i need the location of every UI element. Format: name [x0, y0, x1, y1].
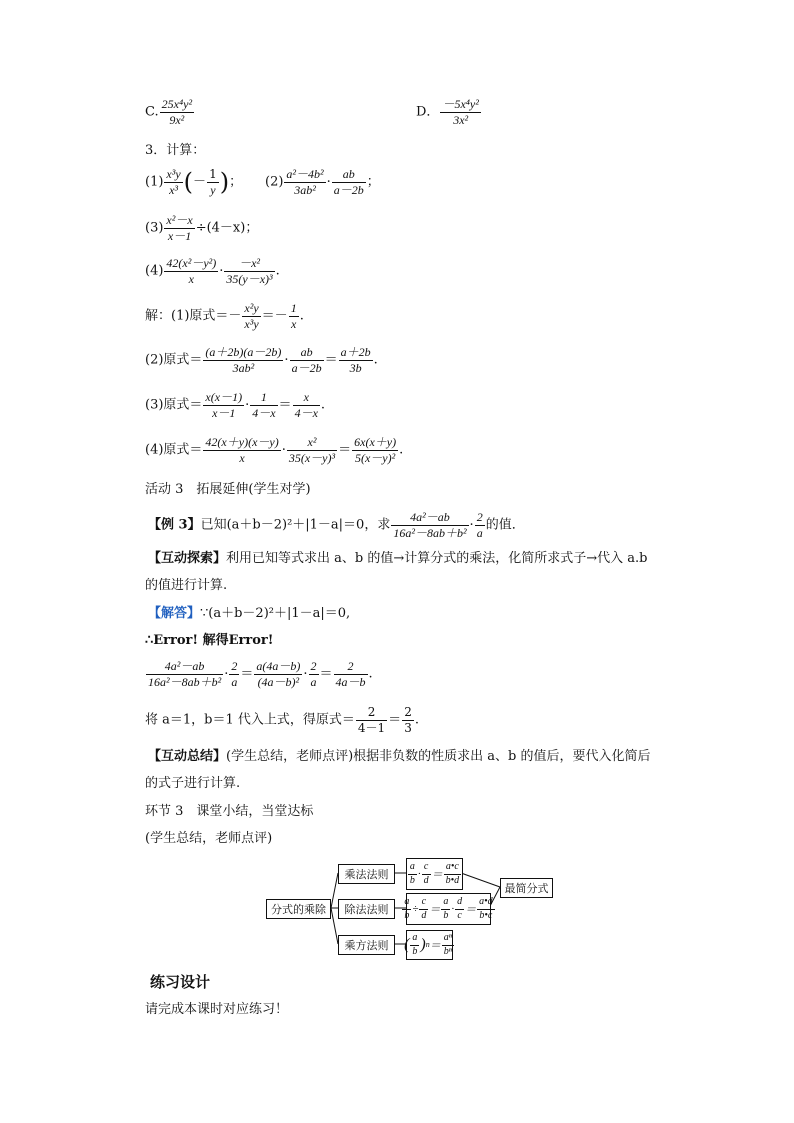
- q3-part1: (1) $\frac{\text{x³y}}{\text{x³}}$ (－ $\frac{1}{y}$ )；: [145, 167, 243, 197]
- option-c: C. $\frac{\text{25x⁴y²}}{\text{9x²}}$: [145, 97, 193, 127]
- activity-3-heading: 活动 3 拓展延伸(学生对学): [145, 482, 311, 497]
- explore-line-2: 的值进行计算.: [145, 578, 228, 593]
- diagram-mult-rule: $\frac{a}{b}$ · $\frac{c}{d}$ ＝ $\frac{a•c}{b•d}$: [406, 858, 463, 890]
- solution-2: (2)原式＝ $\frac{(a+2b)(a-2b)}{\text{3ab²}}$ · $\frac{ab}{a-2b}$ ＝ $\frac{a+2b}{3b}$ .: [145, 345, 378, 375]
- explore-line-1: 【互动探索】利用已知等式求出 a、b 的值→计算分式的乘法，化简所求式子→代入 a.b: [148, 551, 648, 566]
- solution-4: (4)原式＝ $\frac{42(x+y)(x-y)}{x}$ · $\frac{\text{x²}}{\text{35(x－y)³}}$ ＝ $\frac{6x(x+y)}{\text{5(x－y)²}}$ .: [145, 435, 404, 465]
- summary-line-1: 【互动总结】(学生总结，老师点评)根据非负数的性质求出 a、b 的值后，要代入化简后: [148, 749, 651, 764]
- diagram-pow-box: 乘方法则: [338, 935, 395, 955]
- solution-3: (3)原式＝ $\frac{x(x-1)}{x-1}$ · $\frac{1}{4-x}$ ＝ $\frac{x}{4-x}$ .: [145, 390, 326, 420]
- summary-line-2: 的式子进行计算.: [145, 776, 241, 791]
- diagram-div-rule: $\frac{a}{b}$ ÷ $\frac{c}{d}$ ＝ $\frac{a}{b}$ · $\frac{d}{c}$ ＝ $\frac{a•d}{b•c}$: [406, 893, 491, 925]
- section-3-heading: 环节 3 课堂小结，当堂达标: [145, 804, 314, 819]
- q3-part3: (3) $\frac{\text{x²－x}}{x-1}$ ÷(4－x)；: [145, 213, 259, 243]
- answer-line-2: ∴Error! 解得Error!: [145, 633, 274, 648]
- practice-text: 请完成本课时对应练习！: [145, 1002, 289, 1017]
- practice-heading: 练习设计: [150, 973, 211, 991]
- diagram-root-box: 分式的乘除: [266, 899, 331, 919]
- q3-part4: (4) $\frac{\text{42(x²－y²)}}{x}$ · $\frac{\text{－x²}}{\text{35(y－x)³}}$ .: [145, 256, 280, 286]
- answer-line-1: 【解答】∵(a＋b－2)²＋|1－a|＝0,: [148, 606, 351, 621]
- diagram-simplest-box: 最简分式: [500, 878, 553, 898]
- solution-1: 解：(1)原式＝－ $\frac{\text{x²y}}{\text{x³y}}$ ＝－ $\frac{1}{x}$ .: [145, 301, 304, 331]
- diagram-div-box: 除法法则: [338, 899, 395, 919]
- diagram-pow-rule: ( $\frac{a}{b}$ ) n ＝ $\frac{\text{aⁿ}}{\text{bⁿ}}$: [406, 930, 453, 960]
- example-3: 【例 3】已知(a＋b－2)²＋|1－a|＝0，求 $\frac{\text{4a²－ab}}{\text{16a²－8ab＋b²}}$ · $\frac{2}{a}$ 的值．: [148, 510, 525, 540]
- answer-line-3: $\frac{\text{4a²－ab}}{\text{16a²－8ab＋b²}}$ · $\frac{2}{a}$ ＝ $\frac{a(4a-b)}{\text{(4a－b)²}}$ · $\frac{2}{a}$ ＝ $\frac{2}{4a-b}$ .: [148, 659, 373, 689]
- option-c-fraction: $\frac{\text{25x⁴y²}}{\text{9x²}}$: [161, 97, 193, 127]
- section-3-note: (学生总结，老师点评): [145, 831, 273, 846]
- q3-part2: (2) $\frac{\text{a²－4b²}}{\text{3ab²}}$ · $\frac{ab}{a-2b}$ ；: [265, 167, 380, 197]
- option-d-fraction: $\frac{\text{－5x⁴y²}}{\text{3x²}}$: [442, 97, 479, 127]
- diagram-mult-box: 乘法法则: [338, 864, 395, 884]
- option-d: D． $\frac{\text{－5x⁴y²}}{\text{3x²}}$: [416, 97, 479, 127]
- question-3-title: 3．计算：: [145, 143, 206, 158]
- answer-line-4: 将 a＝1，b＝1 代入上式，得原式＝ $\frac{2}{4-1}$ ＝ $\frac{2}{3}$ .: [145, 705, 419, 735]
